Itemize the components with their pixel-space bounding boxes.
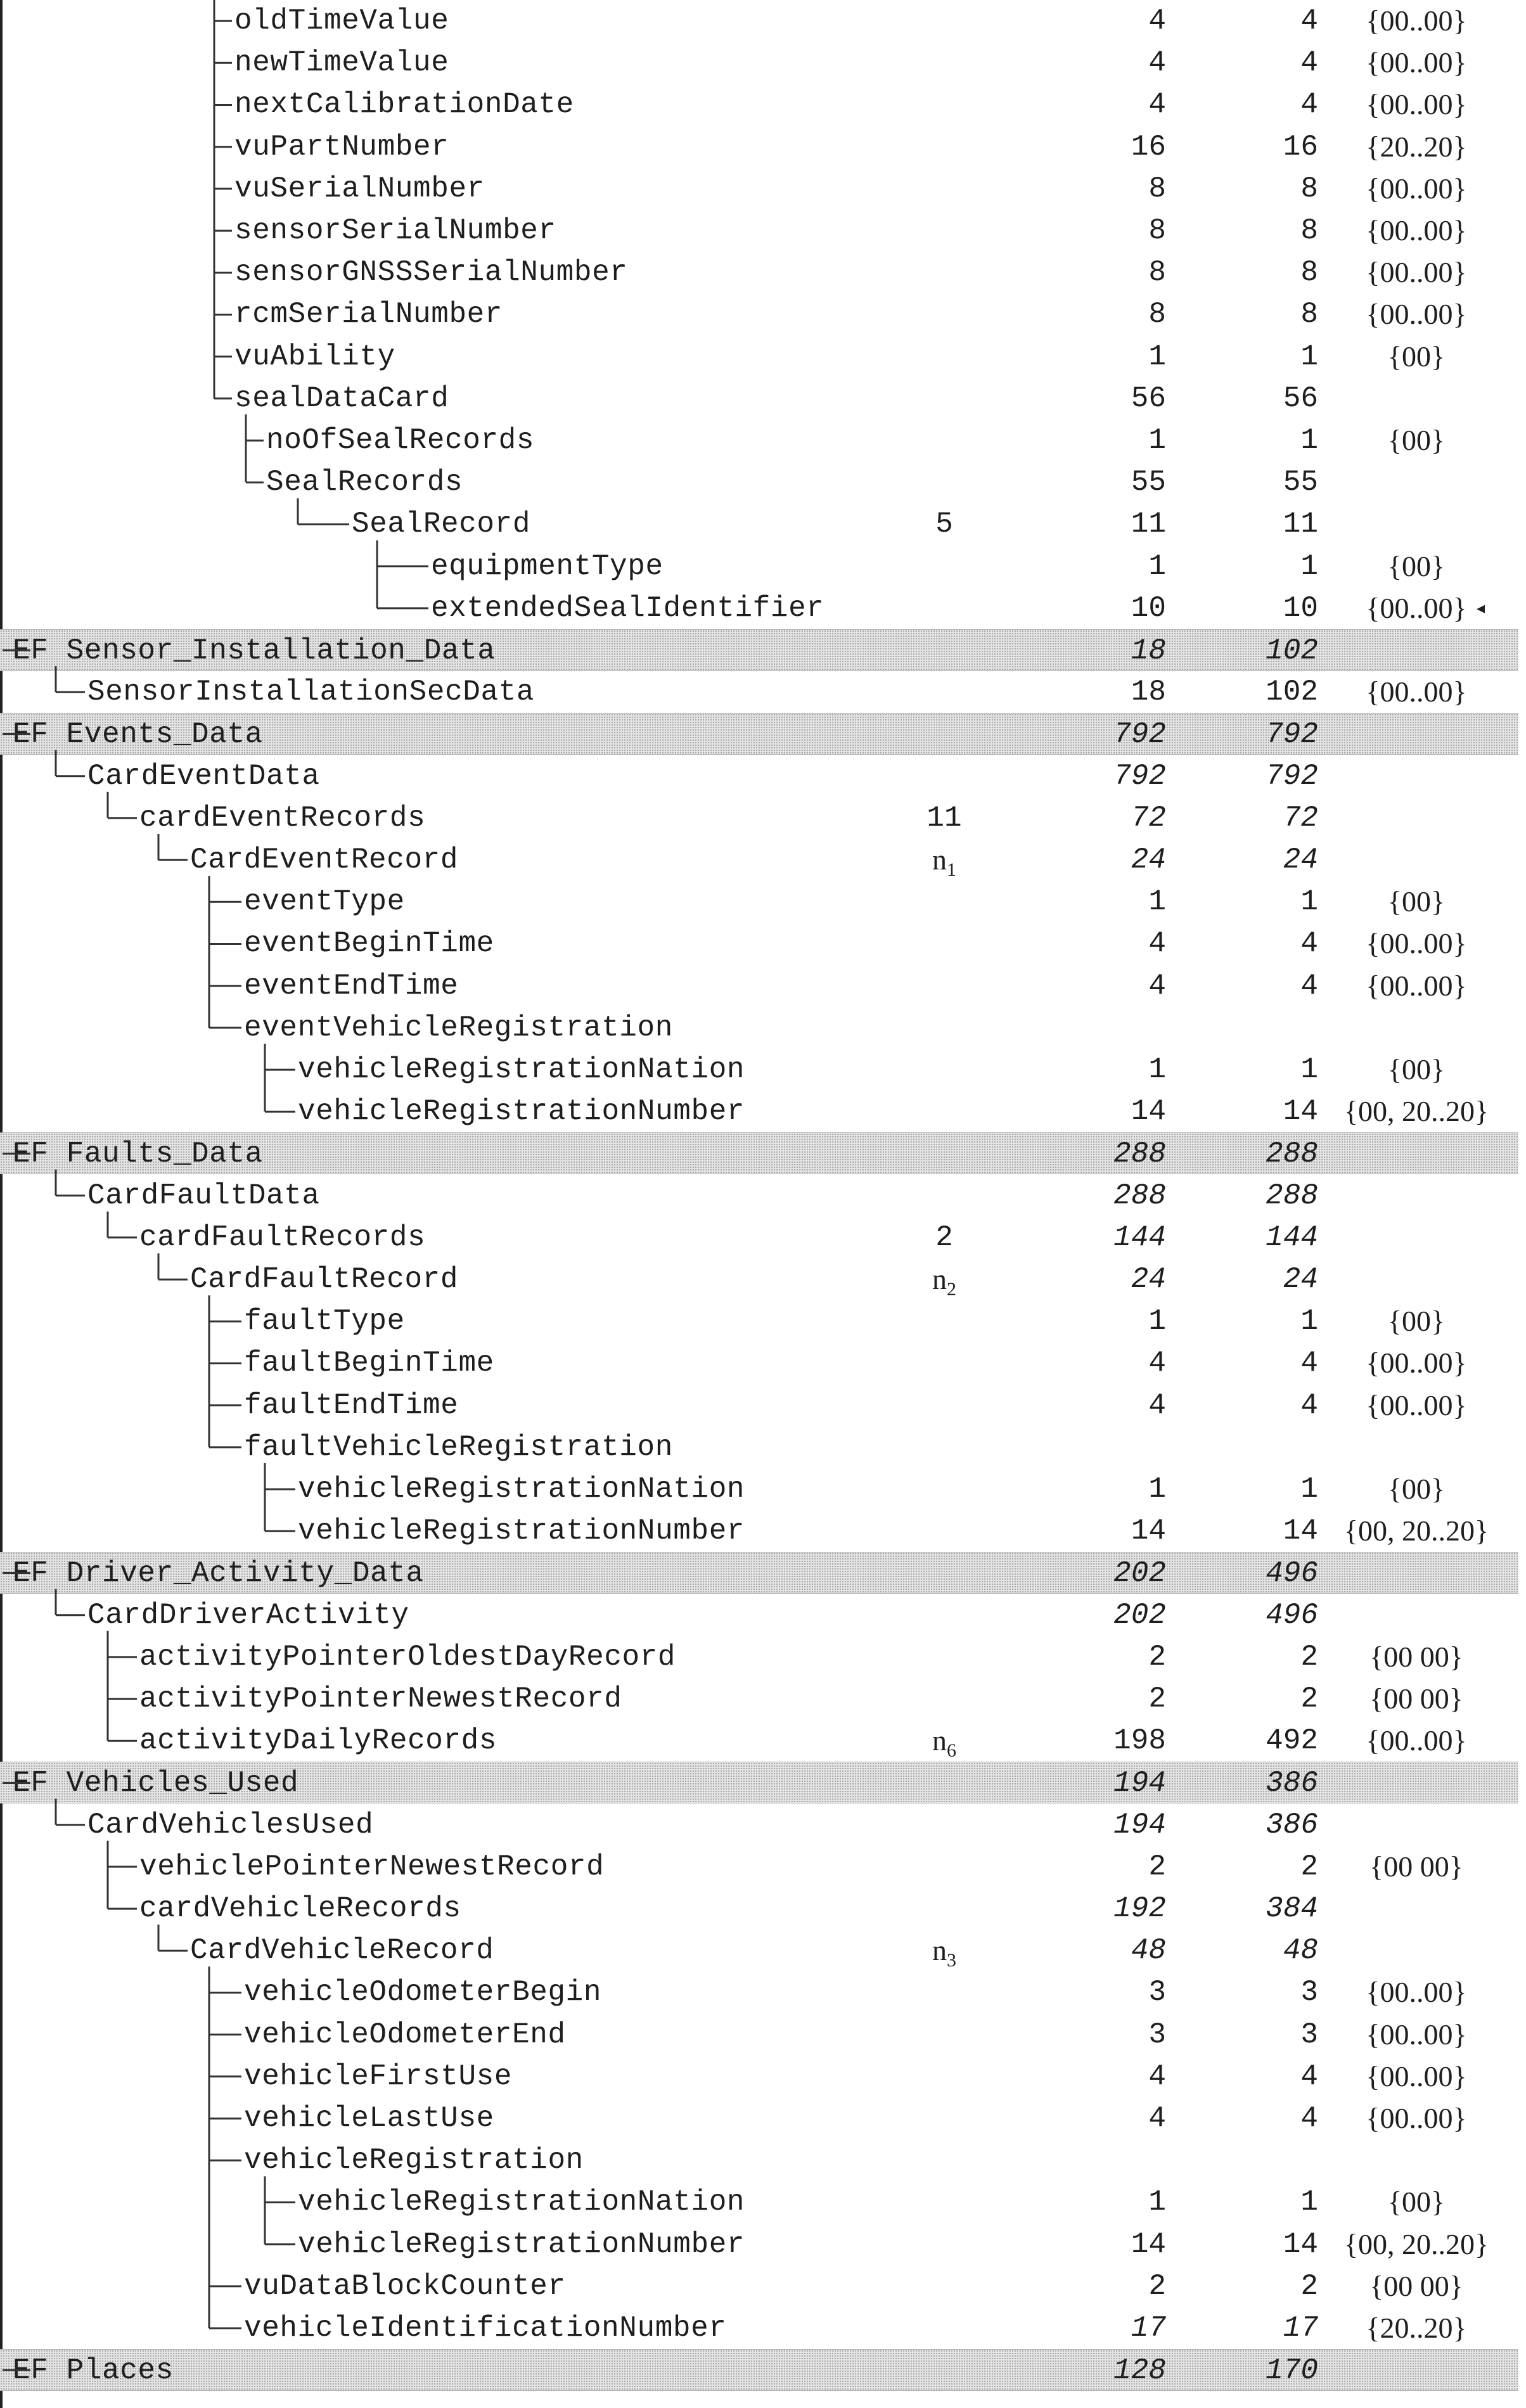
min-size: 16 xyxy=(1131,130,1166,163)
table-row xyxy=(0,587,1518,629)
min-size: 792 xyxy=(1113,759,1166,793)
default-value: {00} xyxy=(1387,1473,1446,1505)
field-name: vehicleIdentificationNumber xyxy=(244,2312,727,2345)
min-size: 8 xyxy=(1148,298,1166,331)
min-size: 14 xyxy=(1131,2227,1166,2261)
max-size: 2 xyxy=(1300,2269,1318,2303)
max-size: 14 xyxy=(1283,1095,1318,1129)
default-value: {00} xyxy=(1387,549,1446,582)
field-name: vehicleRegistrationNumber xyxy=(298,2227,745,2261)
table-row xyxy=(0,1300,1518,1342)
field-name: equipmentType xyxy=(431,549,664,583)
default-value: {00..00} xyxy=(1366,927,1467,960)
min-size: 4 xyxy=(1148,969,1166,1002)
field-name: CardEventData xyxy=(87,759,320,793)
min-size: 14 xyxy=(1131,1095,1166,1129)
occurrence-value: 2 xyxy=(935,1220,953,1254)
table-row xyxy=(0,797,1518,839)
field-name: eventBeginTime xyxy=(244,927,494,961)
min-size: 4 xyxy=(1148,1388,1166,1422)
field-name: vuDataBlockCounter xyxy=(244,2269,566,2303)
min-size: 8 xyxy=(1148,172,1166,205)
field-name: rcmSerialNumber xyxy=(234,298,503,331)
table-row xyxy=(0,1049,1518,1091)
table-row xyxy=(0,1510,1518,1552)
field-name: vehicleRegistrationNumber xyxy=(298,1095,745,1129)
field-name: vehicleOdometerEnd xyxy=(244,2018,566,2051)
ef-header-row xyxy=(0,1762,1518,1803)
default-value: {00} xyxy=(1387,2186,1446,2219)
min-size: 202 xyxy=(1113,1557,1166,1591)
field-name: CardDriverActivity xyxy=(87,1598,409,1632)
max-size: 1 xyxy=(1300,424,1318,457)
max-size: 102 xyxy=(1266,634,1318,667)
occurrence-count xyxy=(900,503,989,545)
default-value: {00..00} xyxy=(1366,88,1467,121)
occurrence-value: n xyxy=(932,1934,947,1967)
max-size: 1 xyxy=(1300,340,1318,373)
min-size: 2 xyxy=(1148,2269,1166,2303)
table-row xyxy=(0,0,1518,42)
occurrence-value: n xyxy=(932,1263,947,1295)
min-size: 1 xyxy=(1148,549,1166,583)
table-row xyxy=(0,252,1518,293)
table-row xyxy=(0,210,1518,252)
max-size: 496 xyxy=(1266,1598,1318,1632)
max-size: 4 xyxy=(1300,1388,1318,1422)
table-row xyxy=(0,1720,1518,1762)
min-size: 14 xyxy=(1131,1515,1166,1548)
default-value: {00..00} xyxy=(1366,969,1467,1002)
ef-name: EF Sensor_Installation_Data xyxy=(13,634,496,667)
min-size: 1 xyxy=(1148,424,1166,457)
occurrence-value: n xyxy=(932,843,947,876)
max-size: 4 xyxy=(1300,46,1318,80)
default-value: {00, 20..20} xyxy=(1343,1515,1489,1547)
table-row xyxy=(0,84,1518,125)
field-name: eventType xyxy=(244,885,405,919)
ef-header-row xyxy=(0,1552,1518,1594)
min-size: 144 xyxy=(1113,1220,1166,1254)
field-name: cardEventRecords xyxy=(139,801,426,835)
min-size: 3 xyxy=(1148,2018,1166,2051)
default-value: {00..00} xyxy=(1366,1976,1467,2009)
default-value: {00..00} xyxy=(1366,1347,1467,1380)
min-size: 18 xyxy=(1131,676,1166,709)
max-size: 288 xyxy=(1266,1179,1318,1212)
max-size: 1 xyxy=(1300,549,1318,583)
min-size: 1 xyxy=(1148,1053,1166,1086)
table-row xyxy=(0,1888,1518,1930)
field-name: cardVehicleRecords xyxy=(139,1892,461,1925)
table-row xyxy=(0,2181,1518,2223)
field-name: noOfSealRecords xyxy=(266,424,535,457)
default-value: {00..00} xyxy=(1366,2018,1467,2051)
occurrence-count xyxy=(900,1217,989,1258)
table-row xyxy=(0,881,1518,923)
occurrence-value: 5 xyxy=(935,508,953,541)
field-name: faultVehicleRegistration xyxy=(244,1430,673,1464)
table-row xyxy=(0,168,1518,210)
min-size: 24 xyxy=(1131,1263,1166,1296)
table-row xyxy=(0,1091,1518,1132)
ef-header-row xyxy=(0,713,1518,755)
field-name: SealRecords xyxy=(266,466,463,499)
table-row xyxy=(0,293,1518,335)
max-size: 3 xyxy=(1300,2018,1318,2051)
default-value: {00..00} xyxy=(1366,1388,1467,1421)
field-name: vehicleRegistrationNation xyxy=(298,1053,745,1086)
default-value: {20..20} xyxy=(1366,2312,1467,2344)
table-row xyxy=(0,755,1518,797)
field-name: vehicleFirstUse xyxy=(244,2059,513,2093)
default-value: {00} xyxy=(1387,340,1446,373)
table-row xyxy=(0,1426,1518,1468)
default-value: {00..00} xyxy=(1366,298,1467,331)
max-size: 288 xyxy=(1266,1137,1318,1171)
field-name: vuSerialNumber xyxy=(234,172,485,205)
min-size: 55 xyxy=(1131,466,1166,499)
table-row xyxy=(0,965,1518,1007)
min-size: 4 xyxy=(1148,4,1166,37)
max-size: 14 xyxy=(1283,1515,1318,1548)
field-name: activityPointerOldestDayRecord xyxy=(139,1640,676,1674)
min-size: 8 xyxy=(1148,214,1166,247)
max-size: 3 xyxy=(1300,1976,1318,2009)
max-size: 2 xyxy=(1300,1850,1318,1883)
field-name: vehiclePointerNewestRecord xyxy=(139,1850,605,1883)
occurrence-value: 11 xyxy=(926,801,962,835)
table-row xyxy=(0,671,1518,713)
min-size: 1 xyxy=(1148,1473,1166,1506)
table-row xyxy=(0,1636,1518,1678)
max-size: 24 xyxy=(1283,843,1318,876)
default-value: {00..00} xyxy=(1366,591,1467,624)
table-row xyxy=(0,2224,1518,2265)
ef-header-row xyxy=(0,2349,1518,2391)
table-row xyxy=(0,2056,1518,2097)
occurrence-count xyxy=(900,797,989,839)
field-name: extendedSealIdentifier xyxy=(431,591,824,625)
field-name: cardFaultRecords xyxy=(139,1220,426,1254)
max-size: 4 xyxy=(1300,88,1318,122)
field-name: faultBeginTime xyxy=(244,1347,494,1380)
table-row xyxy=(0,2139,1518,2181)
min-size: 2 xyxy=(1148,1682,1166,1715)
max-size: 792 xyxy=(1266,718,1318,752)
default-value: {00..00} xyxy=(1366,214,1467,247)
field-name: sealDataCard xyxy=(234,381,449,415)
max-size: 56 xyxy=(1283,381,1318,415)
field-name: sensorSerialNumber xyxy=(234,214,556,247)
min-size: 288 xyxy=(1113,1179,1166,1212)
occurrence-count xyxy=(900,839,989,881)
min-size: 194 xyxy=(1113,1808,1166,1841)
default-value: {00 00} xyxy=(1369,1682,1463,1715)
table-row xyxy=(0,1678,1518,1720)
table-row xyxy=(0,546,1518,587)
max-size: 2 xyxy=(1300,1640,1318,1674)
min-size: 56 xyxy=(1131,381,1166,415)
occurrence-count xyxy=(900,1930,989,1971)
table-row xyxy=(0,1468,1518,1510)
table-row xyxy=(0,2097,1518,2139)
min-size: 10 xyxy=(1131,591,1166,625)
default-value: {00 00} xyxy=(1369,1850,1463,1883)
max-size: 14 xyxy=(1283,2227,1318,2261)
default-value: {00..00} xyxy=(1366,172,1467,205)
occurrence-count xyxy=(900,1720,989,1762)
field-name: oldTimeValue xyxy=(234,4,449,37)
field-name: CardVehicleRecord xyxy=(190,1934,494,1968)
table-row xyxy=(0,1594,1518,1636)
table-row xyxy=(0,1971,1518,2013)
max-size: 492 xyxy=(1266,1724,1318,1758)
max-size: 144 xyxy=(1266,1220,1318,1254)
field-name: vehicleRegistrationNumber xyxy=(298,1515,745,1548)
min-size: 4 xyxy=(1148,927,1166,961)
default-value: {00} xyxy=(1387,885,1446,918)
min-size: 72 xyxy=(1131,801,1166,835)
occurrence-subscript: 6 xyxy=(947,1740,956,1762)
default-value: {00..00} xyxy=(1366,676,1467,708)
default-value: {00} xyxy=(1387,1053,1446,1086)
ef-header-row xyxy=(0,1132,1518,1174)
min-size: 2 xyxy=(1148,1640,1166,1674)
max-size: 4 xyxy=(1300,2059,1318,2093)
occurrence-subscript: 3 xyxy=(947,1950,956,1971)
min-size: 4 xyxy=(1148,46,1166,80)
max-size: 384 xyxy=(1266,1892,1318,1925)
min-size: 128 xyxy=(1113,2354,1166,2388)
min-size: 1 xyxy=(1148,340,1166,373)
min-size: 192 xyxy=(1113,1892,1166,1925)
max-size: 17 xyxy=(1283,2312,1318,2345)
min-size: 4 xyxy=(1148,2102,1166,2135)
field-name: vuAbility xyxy=(234,340,395,373)
default-value: {00..00} xyxy=(1366,46,1467,79)
table-row xyxy=(0,42,1518,84)
max-size: 2 xyxy=(1300,1682,1318,1715)
field-name: vuPartNumber xyxy=(234,130,449,163)
min-size: 11 xyxy=(1131,508,1166,541)
default-value: {00..00} xyxy=(1366,4,1467,37)
min-size: 1 xyxy=(1148,1305,1166,1338)
default-value: {00, 20..20} xyxy=(1343,2227,1489,2260)
field-name: SealRecord xyxy=(352,508,531,541)
min-size: 202 xyxy=(1113,1598,1166,1632)
min-size: 198 xyxy=(1113,1724,1166,1758)
occurrence-count xyxy=(900,1258,989,1300)
table-row xyxy=(0,378,1518,419)
max-size: 10 xyxy=(1283,591,1318,625)
field-name: SensorInstallationSecData xyxy=(87,676,535,709)
default-value: {20..20} xyxy=(1366,130,1467,163)
ef-header-row xyxy=(0,629,1518,671)
default-value: {00} xyxy=(1387,1305,1446,1338)
max-size: 792 xyxy=(1266,759,1318,793)
max-size: 4 xyxy=(1300,4,1318,37)
table-row xyxy=(0,2307,1518,2349)
default-value: {00 00} xyxy=(1369,1640,1463,1673)
field-name: faultEndTime xyxy=(244,1388,459,1422)
field-name: CardVehiclesUsed xyxy=(87,1808,374,1841)
field-name: CardFaultRecord xyxy=(190,1263,459,1296)
table-row xyxy=(0,1385,1518,1426)
table-row xyxy=(0,336,1518,378)
field-name: newTimeValue xyxy=(234,46,449,80)
ef-name: EF Driver_Activity_Data xyxy=(13,1557,424,1591)
min-size: 8 xyxy=(1148,256,1166,290)
table-row xyxy=(0,1175,1518,1217)
max-size: 4 xyxy=(1300,2102,1318,2135)
default-value: {00, 20..20} xyxy=(1343,1095,1489,1128)
default-value: {00..00} xyxy=(1366,2102,1467,2134)
field-name: CardFaultData xyxy=(87,1179,320,1212)
table-row xyxy=(0,1007,1518,1049)
field-name: CardEventRecord xyxy=(190,843,459,876)
table-row xyxy=(0,923,1518,964)
field-name: activityDailyRecords xyxy=(139,1724,497,1758)
occurrence-subscript: 2 xyxy=(947,1279,956,1300)
min-size: 2 xyxy=(1148,1850,1166,1883)
default-value: {00..00} xyxy=(1366,1724,1467,1757)
field-name: eventEndTime xyxy=(244,969,459,1002)
occurrence-value: n xyxy=(932,1724,947,1757)
pointer-marker: ◂ xyxy=(1477,598,1485,618)
max-size: 4 xyxy=(1300,927,1318,961)
max-size: 48 xyxy=(1283,1934,1318,1968)
table-row xyxy=(0,461,1518,503)
field-name: vehicleLastUse xyxy=(244,2102,494,2135)
table-row xyxy=(0,1930,1518,1971)
default-value: {00..00} xyxy=(1366,256,1467,289)
max-size: 496 xyxy=(1266,1557,1318,1591)
table-row xyxy=(0,2265,1518,2307)
min-size: 288 xyxy=(1113,1137,1166,1171)
field-name: vehicleRegistrationNation xyxy=(298,1473,745,1506)
max-size: 72 xyxy=(1283,801,1318,835)
min-size: 24 xyxy=(1131,843,1166,876)
min-size: 4 xyxy=(1148,2059,1166,2093)
min-size: 4 xyxy=(1148,88,1166,122)
table-row xyxy=(0,1804,1518,1846)
table-row xyxy=(0,2014,1518,2056)
ef-name: EF Places xyxy=(13,2354,174,2388)
max-size: 8 xyxy=(1300,298,1318,331)
field-name: nextCalibrationDate xyxy=(234,88,574,122)
min-size: 194 xyxy=(1113,1767,1166,1800)
min-size: 18 xyxy=(1131,634,1166,667)
max-size: 24 xyxy=(1283,1263,1318,1296)
field-name: vehicleRegistration xyxy=(244,2144,584,2177)
max-size: 1 xyxy=(1300,2186,1318,2219)
max-size: 4 xyxy=(1300,969,1318,1002)
ef-name: EF Faults_Data xyxy=(13,1137,263,1171)
table-row xyxy=(0,419,1518,461)
table-row xyxy=(0,1217,1518,1258)
table-row xyxy=(0,126,1518,168)
table-row xyxy=(0,1258,1518,1300)
default-value: {00 00} xyxy=(1369,2269,1463,2302)
ef-name: EF Events_Data xyxy=(13,718,263,752)
table-row xyxy=(0,1846,1518,1888)
table-row xyxy=(0,839,1518,881)
default-value: {00..00} xyxy=(1366,2059,1467,2092)
max-size: 4 xyxy=(1300,1347,1318,1380)
table-row xyxy=(0,503,1518,545)
default-value: {00} xyxy=(1387,424,1446,456)
max-size: 102 xyxy=(1266,676,1318,709)
field-name: activityPointerNewestRecord xyxy=(139,1682,622,1715)
min-size: 17 xyxy=(1131,2312,1166,2345)
max-size: 8 xyxy=(1300,172,1318,205)
field-name: vehicleRegistrationNation xyxy=(298,2186,745,2219)
max-size: 55 xyxy=(1283,466,1318,499)
max-size: 386 xyxy=(1266,1808,1318,1841)
max-size: 1 xyxy=(1300,885,1318,919)
min-size: 48 xyxy=(1131,1934,1166,1968)
min-size: 1 xyxy=(1148,2186,1166,2219)
min-size: 792 xyxy=(1113,718,1166,752)
max-size: 1 xyxy=(1300,1053,1318,1086)
min-size: 4 xyxy=(1148,1347,1166,1380)
max-size: 11 xyxy=(1283,508,1318,541)
max-size: 1 xyxy=(1300,1473,1318,1506)
ef-name: EF Vehicles_Used xyxy=(13,1767,299,1800)
max-size: 1 xyxy=(1300,1305,1318,1338)
max-size: 170 xyxy=(1266,2354,1318,2388)
table-row xyxy=(0,1342,1518,1384)
field-name: faultType xyxy=(244,1305,405,1338)
field-name: eventVehicleRegistration xyxy=(244,1011,673,1044)
occurrence-subscript: 1 xyxy=(947,859,956,880)
field-name: sensorGNSSSerialNumber xyxy=(234,256,628,290)
min-size: 3 xyxy=(1148,1976,1166,2009)
max-size: 8 xyxy=(1300,256,1318,290)
max-size: 386 xyxy=(1266,1767,1318,1800)
max-size: 16 xyxy=(1283,130,1318,163)
min-size: 1 xyxy=(1148,885,1166,919)
field-name: vehicleOdometerBegin xyxy=(244,1976,602,2009)
max-size: 8 xyxy=(1300,214,1318,247)
